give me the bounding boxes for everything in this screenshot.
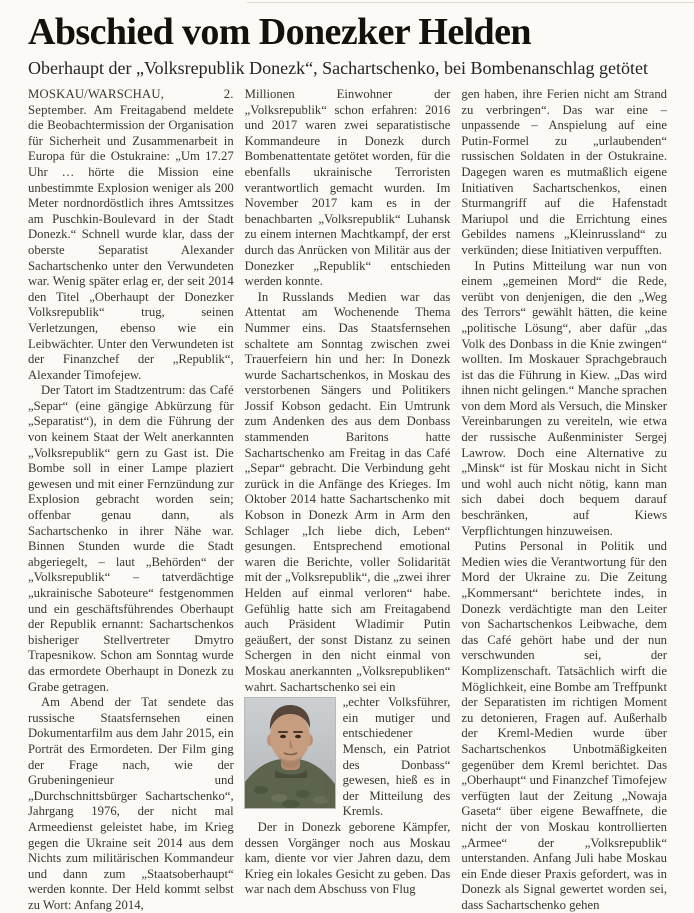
paragraph: „echter Volksführer, ein mutiger und entschiedener Mensch, ein Patriot des Donbass“ gewesen, hieß es in der Mitteilung des Kremls. — [342, 695, 451, 819]
paragraph: Der Tatort im Stadtzentrum: das Café „Separ“ (eine gängige Abkürzung für „Separatist“), in dem die Führung der von keinem Staat der Welt anerkannten „Volksrepublik“ gern zu Gast ist. Die Bombe soll in einer Lampe plaziert gewesen und mit einer Fernzündung zur Explosion gebracht worden sein; offenbar genau dann, als Sachartschenko in ihrer Nähe war. Binnen Stunden wurde die Stadt abgeriegelt, – laut „Behörden“ der „Volksrepublik“ – tatverdächtige „ukrainische Saboteure“ festgenommen und ein geschäftsführendes Oberhaupt der Republik ernannt: Sachartschenkos bisheriger Stellvertreter Dmytro Trapesnikow. Schon am Sonntag wurde das ermordete Oberhaupt in Donezk zu Grabe getragen. — [28, 383, 234, 694]
article-subheadline: Oberhaupt der „Volksrepublik Donezk“, Sachartschenko, bei Bombenanschlag getötet — [28, 58, 648, 78]
dateline: MOSKAU/WARSCHAU, 2. September. — [28, 87, 234, 117]
paragraph: Am Abend der Tat sendete das russische Staatsfernsehen einen Dokumentarfilm aus dem Jahr 2015, ein Porträt des Ermordeten. Der Film ging der Frage nach, wie der Grubeningenieur und „Durchschnittsbürger Sachartschenko“, Jahrgang 1976, der nicht mal Armeedienst geleistet habe, im Krieg gegen die Ukraine seit 2014 aus dem Nichts zum militärischen Kommandeur und dann zum „Staatsoberhaupt“ werden konnte. Der Held kommt selbst zu Wort: Anfang 2014, — [28, 695, 234, 912]
page-edge-rule — [247, 2, 694, 3]
article-body — [28, 87, 667, 913]
paragraph: Millionen Einwohner der „Volksrepublik“ schon erfahren: 2016 und 2017 waren zwei separatistische Kommandeure in Donezk durch Bombenattentate getötet worden, für die ebenfalls ukrainische Terroristen verantwortlich gemacht wurden. Im November 2017 kam es in der benachbarten „Volksrepublik“ Luhansk zu einem internen Machtkampf, der erst durch das Anrücken von Militär aus der Donezker „Republik“ entschieden werden konnte. — [244, 87, 451, 289]
paragraph — [28, 87, 234, 383]
article-column-2 — [245, 87, 451, 913]
photo-credit: Foto AFP — [323, 774, 331, 806]
article-column-1 — [28, 87, 234, 913]
article-headline: Abschied vom Donezker Helden — [28, 11, 531, 53]
paragraph: In Russlands Medien war das Attentat am Wochenende Thema Nummer eins. Das Staatsfernsehen schaltete am Sonntag zwischen zwei Trauerfeiern hin und her: In Donezk wurde Sachartschenkos, in Moskau des verstorbenen Sängers und Politikers Jossif Kobson gedacht. Ein Umtrunk zum Andenken des aus dem Donbass stammenden Baritons hatte Sachartschenko am Freitag in das Café „Separ“ gebracht. Die Verbindung geht zurück in die Anfänge des Krieges. Im Oktober 2014 hatte Sachartschenko mit Kobson in Donezk Arm in Arm den Schlager „Ich liebe dich, Leben“ gesungen. Entsprechend emotional waren die Berichte, voller Solidarität mit der „Volksrepublik“, die „zwei ihrer Helden auf einmal verloren“ habe. Gefühlig hatte sich am Freitagabend auch Präsident Wladimir Putin geäußert, der sonst Distanz zu seinen Schergen in den nicht einmal von Moskau anerkannten „Volksrepubliken“ wahrt. Sachartschenko sei ein — [244, 289, 451, 694]
paragraph: In Putins Mitteilung war nun von einem „gemeinen Mord“ die Rede, verübt von denjenigen, die den „Weg des Terrors“ gewählt hätten, die keine „politische Lösung“, aber dafür „das Volk des Donbass in die Knie zwingen“ wollten. Im Moskauer Sprachgebrauch ist das die Führung in Kiew. „Das wird ihnen nicht gelingen.“ Manche sprachen von dem Mord als Versuch, die Minsker Vereinbarungen zu vereiteln, wie etwa der russische Außenminister Sergej Lawrow. Doch eine Alternative zu „Minsk“ ist für Moskau nicht in Sicht und wohl auch nicht nötig, kann man sich dabei doch bequem darauf beschränken, auf Kiews Verpflichtungen hinzuweisen. — [461, 258, 668, 538]
paragraph: Putins Personal in Politik und Medien wies die Verantwortung für den Mord der Ukraine zu. Die Zeitung „Kommersant“ berichtete indes, in Donezk verdächtigte man den Leiter von Sachartschenkos Leibwache, dem das Café gehört habe und der nun verschwunden sei, der Komplizenschaft. Tatsächlich wirft die Möglichkeit, eine Bombe am Treffpunkt der Separatisten im richtigen Moment zu detonieren, Fragen auf. Außerhalb der Kreml-Medien wurde über Sachartschenkos Unbotmäßigkeiten gegenüber dem Kreml berichtet. Das „Oberhaupt“ und Finanzchef Timofejew verfügten laut der Zeitung „Nowaja Gaseta“ über eigene Bewaffnete, die nicht der von Moskau kontrollierten „Armee“ der „Volksrepublik“ unterstanden. Anfang Juli habe Moskau ein Ende dieser Praxis gefordert, was in Donezk als Signal gewertet worden sei, dass Sachartschenko gehen — [461, 539, 668, 912]
photo-text-wrap — [245, 695, 451, 898]
paragraph: Der in Donezk geborene Kämpfer, dessen Vorgänger noch aus Moskau kam, diente vor vier Jahren dazu, dem Krieg ein lokales Gesicht zu geben. Das war nach dem Abschuss von Flug — [244, 819, 451, 897]
portrait-photo — [245, 698, 335, 808]
paragraph-text: Am Freitagabend meldete die Beobachtermission der Organisation für Sicherheit und Zusammenarbeit in Europa für die Ostukraine: „Um 17.27 Uhr … hörte die Mission eine unbestimmte Explosion weniger als 200 Meter nordnordöstlich ihres Amtssitzes am Puschkin-Boulevard in der Stadt Donezk.“ Schnell wurde klar, dass der oberste Separatist Alexander Sachartschenko unter den Verwundeten war. Wenig später erlag er, der seit 2014 den Titel „Oberhaupt der Donezker Volksrepublik“ trug, seinen Verletzungen, ebenso wie ein Leibwächter. Unter den Verwundeten ist der Finanzchef der „Republik“, Alexander Timofejew. — [28, 102, 234, 382]
paragraph: gen haben, ihre Ferien nicht am Strand zu verbringen“. Das war eine – unpassende – Anspielung auf eine Putin-Formel zu „urlaubenden“ russischen Soldaten in der Ostukraine. Dagegen waren es mutmaßlich eigene Initiativen Sachartschenkos, einen Sturmangriff auf die Hafenstadt Mariupol und die Errichtung eines Gebildes namens „Kleinrussland“ zu verkünden; diese Initiativen verpufften. — [461, 87, 668, 257]
article-column-3 — [461, 87, 667, 913]
